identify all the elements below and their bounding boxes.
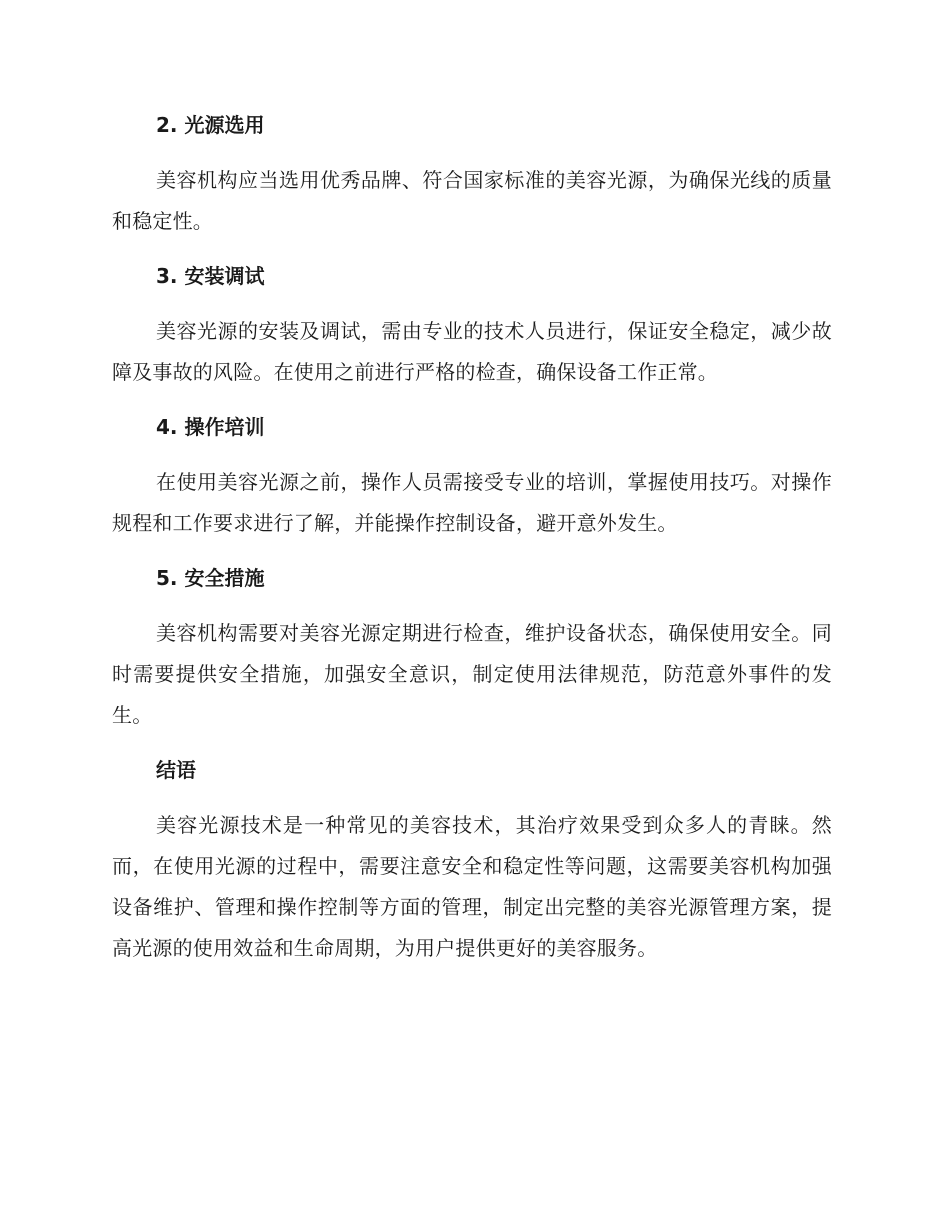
document-page	[112, 110, 832, 969]
section-heading-installation-debugging: 3. 安装调试	[156, 264, 265, 288]
section-body-operation-training: 在使用美容光源之前，操作人员需接受专业的培训，掌握使用技巧。对操作规程和工作要求进行了解，并能操作控制设备，避开意外发生。	[112, 470, 832, 535]
section-body-installation-debugging: 美容光源的安装及调试，需由专业的技术人员进行，保证安全稳定，减少故障及事故的风险。在使用之前进行严格的检查，确保设备工作正常。	[112, 319, 832, 384]
section-heading-safety-measures: 5. 安全措施	[156, 566, 265, 590]
section-body-light-source-selection: 美容机构应当选用优秀品牌、符合国家标准的美容光源，为确保光线的质量和稳定性。	[112, 168, 832, 233]
section-body-conclusion: 美容光源技术是一种常见的美容技术，其治疗效果受到众多人的青睐。然而，在使用光源的过程中，需要注意安全和稳定性等问题，这需要美容机构加强设备维护、管理和操作控制等方面的管理，制定出完整的美容光源管理方案，提高光源的使用效益和生命周期，为用户提供更好的美容服务。	[112, 813, 832, 960]
section-heading-operation-training: 4. 操作培训	[156, 415, 265, 439]
section-heading-conclusion: 结语	[156, 758, 196, 782]
section-body-safety-measures: 美容机构需要对美容光源定期进行检查，维护设备状态，确保使用安全。同时需要提供安全措施，加强安全意识，制定使用法律规范，防范意外事件的发生。	[112, 621, 832, 727]
section-heading-light-source-selection: 2. 光源选用	[156, 113, 265, 137]
